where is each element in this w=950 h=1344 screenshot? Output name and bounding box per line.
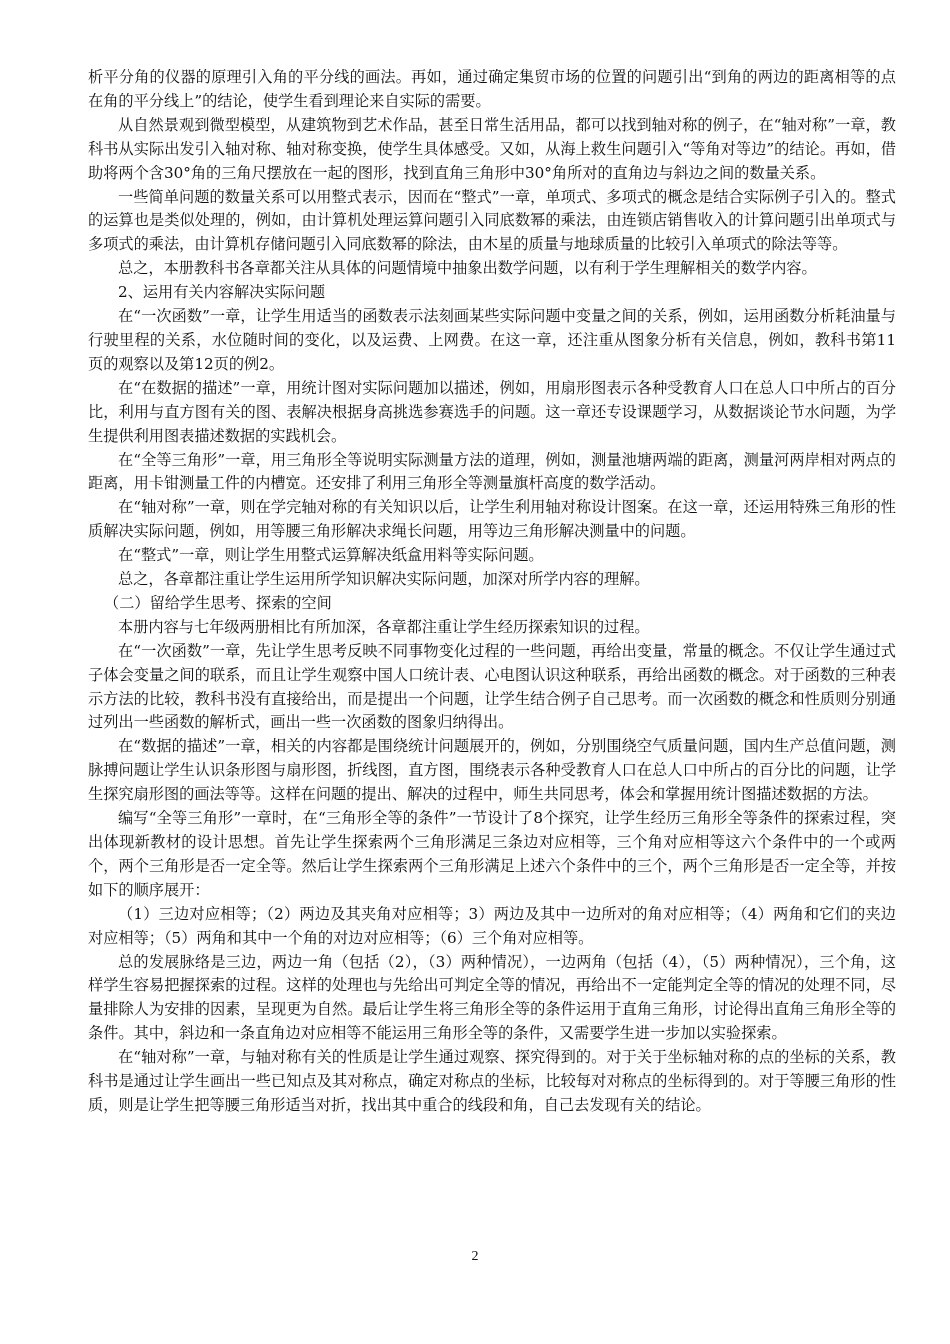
paragraph: （1）三边对应相等；（2）两边及其夹角对应相等；3）两边及其中一边所对的角对应相等；（4）两角和它们的夹边对应相等；（5）两角和其中一个角的对边对应相等；（6）三个角对应相等。 xyxy=(88,904,896,947)
paragraph: 在“轴对称”一章，与轴对称有关的性质是让学生通过观察、探究得到的。对于关于坐标轴对称的点的坐标的关系，教科书是通过让学生画出一些已知点及其对称点，确定对称点的坐标，比较每对对称点的坐标得到的。对于等腰三角形的性质，则是让学生把等腰三角形适当对折，找出其中重合的线段和角，自己去发现有关的结论。 xyxy=(88,1048,896,1114)
paragraph: 在“数据的描述”一章，相关的内容都是围绕统计问题展开的，例如，分别围绕空气质量问题，国内生产总值问题，测脉搏问题让学生认识条形图与扇形图，折线图，直方图，围绕表示各种受教育人口在总人口中所占的百分比的问题，让学生探究扇形图的画法等等。这样在问题的提出、解决的过程中，师生共同思考，体会和掌握用统计图描述数据的方法。 xyxy=(88,737,896,804)
page-number: 2 xyxy=(471,1249,479,1264)
paragraph: 析平分角的仪器的原理引入角的平分线的画法。再如，通过确定集贸市场的位置的问题引出“到角的两边的距离相等的点在角的平分线上”的结论，使学生看到理论来自实际的需要。 xyxy=(88,68,896,110)
section-heading: （二）留给学生思考、探索的空间 xyxy=(104,593,332,612)
paragraph: 从自然景观到微型模型，从建筑物到艺术作品，甚至日常生活用品，都可以找到轴对称的例子，在“轴对称”一章，教科书从实际出发引入轴对称、轴对称变换，使学生具体感受。又如，从海上救生问题引入“等角对等边”的结论。再如，借助将两个含30°角的三角尺摆放在一起的图形，找到直角三角形中30°角所对的直角边与斜边之间的数量关系。 xyxy=(88,115,896,182)
paragraph: 在“整式”一章，则让学生用整式运算解决纸盒用料等实际问题。 xyxy=(118,546,544,565)
paragraph: 本册内容与七年级两册相比有所加深，各章都注重让学生经历探索知识的过程。 xyxy=(118,617,650,636)
paragraph: 在“全等三角形”一章，用三角形全等说明实际测量方法的道理，例如，测量池塘两端的距离，测量河两岸相对两点的距离，用卡钳测量工件的内槽宽。还安排了利用三角形全等测量旗杆高度的数学活动。 xyxy=(88,450,896,493)
paragraph: 总之，各章都注重让学生运用所学知识解决实际问题，加深对所学内容的理解。 xyxy=(118,570,650,589)
paragraph: 在“轴对称”一章，则在学完轴对称的有关知识以后，让学生利用轴对称设计图案。在这一章，还运用特殊三角形的性质解决实际问题，例如，用等腰三角形解决求绳长问题，用等边三角形解决测量中的问题。 xyxy=(88,498,896,541)
paragraph: 在“一次函数”一章，先让学生思考反映不同事物变化过程的一些问题，再给出变量，常量的概念。不仅让学生通过式子体会变量之间的联系，而且让学生观察中国人口统计表、心电图认识这种联系，再给出函数的概念。对于函数的三种表示方法的比较，教科书没有直接给出，而是提出一个问题，让学生结合例子自己思考。而一次函数的概念和性质则分别通过列出一些函数的解析式，画出一些一次函数的图象归纳得出。 xyxy=(88,641,896,732)
paragraph: 总的发展脉络是三边，两边一角（包括（2），（3）两种情况），一边两角（包括（4），（5）两种情况），三个角，这样学生容易把握探索的过程。这样的处理也与先给出可判定全等的情况，再给出不一定能判定全等的情况的处理不同，尽量排除人为安排的因素，呈现更为自然。最后让学生将三角形全等的条件运用于直角三角形，讨论得出直角三角形全等的条件。其中，斜边和一条直角边对应相等不能运用三角形全等的条件，又需要学生进一步加以实验探索。 xyxy=(88,952,896,1043)
section-subheading: 2、运用有关内容解决实际问题 xyxy=(118,283,326,302)
paragraph: 一些简单问题的数量关系可以用整式表示，因而在“整式”一章，单项式、多项式的概念是结合实际例子引入的。整式的运算也是类似处理的，例如，由计算机处理运算问题引入同底数幂的乘法，由连锁店销售收入的计算问题引出单项式与多项式的乘法，由计算机存储问题引入同底数幂的除法，由木星的质量与地球质量的比较引入单项式的除法等等。 xyxy=(88,187,896,254)
paragraph: 在“在数据的描述”一章，用统计图对实际问题加以描述，例如，用扇形图表示各种受教育人口在总人口中所占的百分比，利用与直方图有关的图、表解决根据身高挑选参赛选手的问题。这一章还专设课题学习，从数据谈论节水问题，为学生提供利用图表描述数据的实践机会。 xyxy=(88,378,896,445)
paragraph: 在“一次函数”一章，让学生用适当的函数表示法刻画某些实际问题中变量之间的关系，例如，运用函数分析耗油量与行驶里程的关系，水位随时间的变化，以及运费、上网费。在这一章，还注重从图象分析有关信息，例如，教科书第11页的观察以及第12页的例2。 xyxy=(88,307,896,373)
paragraph: 总之，本册教科书各章都关注从具体的问题情境中抽象出数学问题，以有利于学生理解相关的数学内容。 xyxy=(118,259,817,278)
document-body xyxy=(88,66,896,1118)
paragraph: 编写“全等三角形”一章时，在“三角形全等的条件”一节设计了8个探究，让学生经历三角形全等条件的探索过程，突出体现新教材的设计思想。首先让学生探索两个三角形满足三条边对应相等，三个角对应相等这六个条件中的一个或两个，两个三角形是否一定全等。然后让学生探索两个三角形满足上述六个条件中的三个，两个三角形是否一定全等，并按如下的顺序展开： xyxy=(88,809,896,899)
